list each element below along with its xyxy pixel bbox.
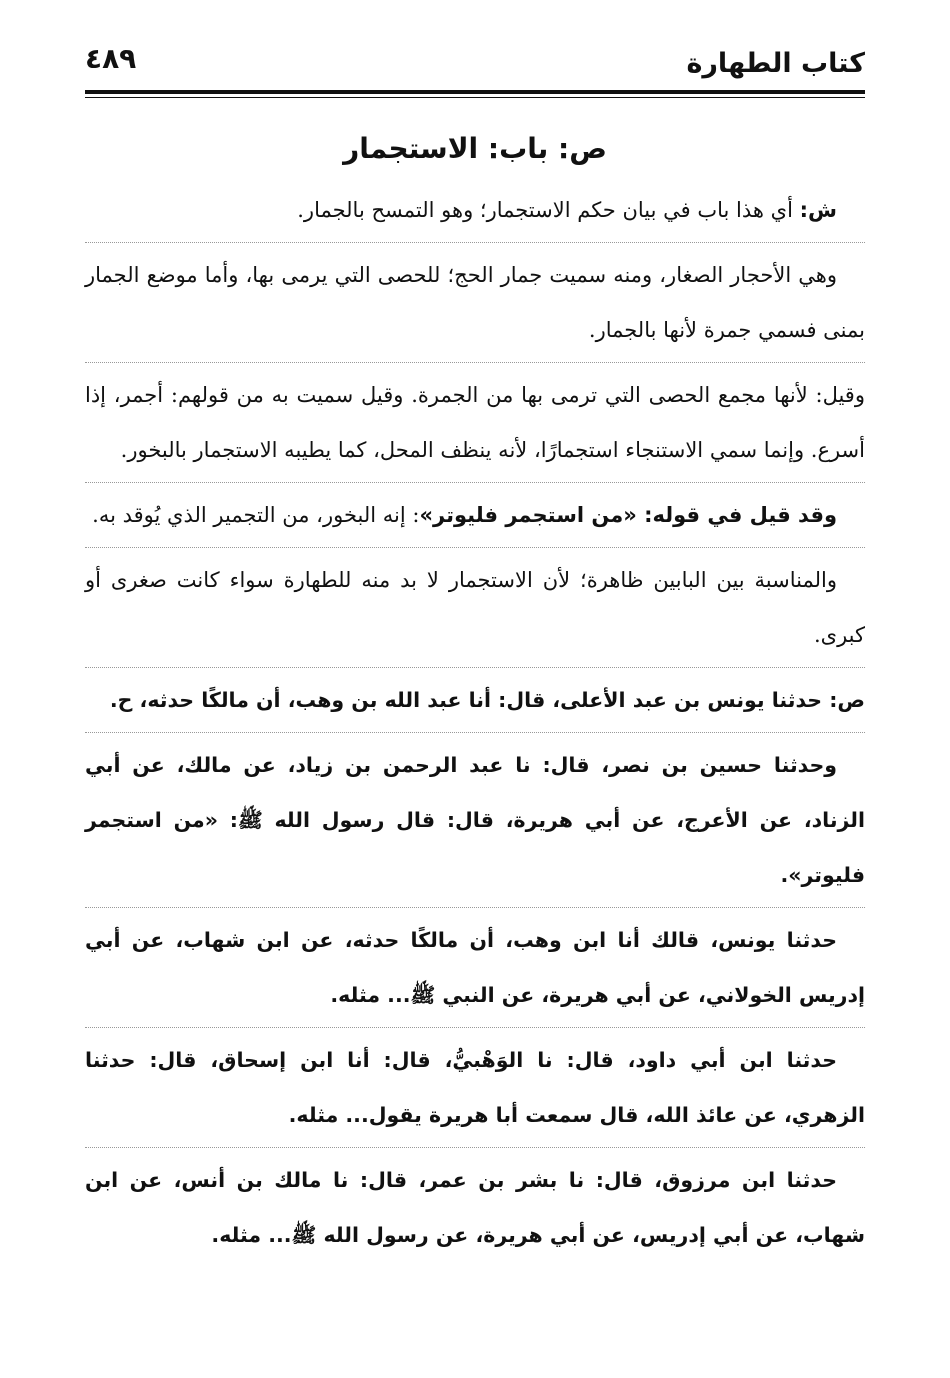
header-rule-thick [85, 90, 865, 94]
paragraph-4-rest: : إنه البخور، من التجمير الذي يُوقد به. [92, 503, 420, 527]
paragraph-separator [85, 242, 865, 244]
page-body [85, 183, 865, 1263]
document-page [85, 40, 865, 1360]
paragraph-10: حدثنا ابن مرزوق، قال: نا بشر بن عمر، قال: نا مالك بن أنس، عن ابن شهاب، عن أبي إدريس، عن أبي هريرة، عن رسول الله ﷺ... مثله. [85, 1168, 865, 1247]
paragraph-1 [85, 183, 865, 238]
paragraph-separator [85, 547, 865, 549]
paragraph-4 [85, 488, 865, 543]
paragraph-6: ص: حدثنا يونس بن عبد الأعلى، قال: أنا عبد الله بن وهب، أن مالكًا حدثه، ح. [109, 688, 865, 712]
paragraph-separator [85, 667, 865, 669]
paragraph-8: حدثنا يونس، قالك أنا ابن وهب، أن مالكًا حدثه، عن ابن شهاب، عن أبي إدريس الخولاني، عن أبي هريرة، عن النبي ﷺ... مثله. [85, 928, 865, 1007]
paragraph-separator [85, 907, 865, 909]
paragraph-1-text: أي هذا باب في بيان حكم الاستجمار؛ وهو التمسح بالجمار. [297, 198, 793, 222]
paragraph-3: وقيل: لأنها مجمع الحصى التي ترمى بها من الجمرة. وقيل سميت به من قولهم: أجمر، إذا أسرع. وإنما سمي الاستنجاء استجمارًا، لأنه ينظف المحل، كما يطيبه الاستجمار بالبخور. [85, 383, 865, 462]
commentary-marker: ش: [799, 198, 837, 222]
paragraph-7: وحدثنا حسين بن نصر، قال: نا عبد الرحمن بن زياد، عن مالك، عن أبي الزناد، عن الأعرج، عن أبي هريرة، قال: قال رسول الله ﷺ: «من استجمر فليوتر». [85, 753, 865, 887]
header-rule-thin [85, 97, 865, 98]
page-header [85, 40, 865, 92]
paragraph-separator [85, 732, 865, 734]
chapter-title: ص: باب: الاستجمار [343, 132, 607, 165]
paragraph-5: والمناسبة بين البابين ظاهرة؛ لأن الاستجمار لا بد منه للطهارة سواء كانت صغرى أو كبرى. [85, 568, 865, 647]
paragraph-separator [85, 482, 865, 484]
page-number: ٤٨٩ [85, 42, 137, 75]
paragraph-separator [85, 362, 865, 364]
paragraph-separator [85, 1027, 865, 1029]
paragraph-2: وهي الأحجار الصغار، ومنه سميت جمار الحج؛ للحصى التي يرمى بها، وأما موضع الجمار بمنى فسمي جمرة لأنها بالجمار. [85, 263, 865, 342]
paragraph-9: حدثنا ابن أبي داود، قال: نا الوَهْبيُّ، قال: أنا ابن إسحاق، قال: حدثنا الزهري، عن عائذ الله، قال سمعت أبا هريرة يقول... مثله. [85, 1048, 865, 1127]
paragraph-separator [85, 1147, 865, 1149]
paragraph-4-bold: وقد قيل في قوله: «من استجمر فليوتر» [419, 503, 837, 527]
running-title: كتاب الطهارة [686, 48, 865, 79]
